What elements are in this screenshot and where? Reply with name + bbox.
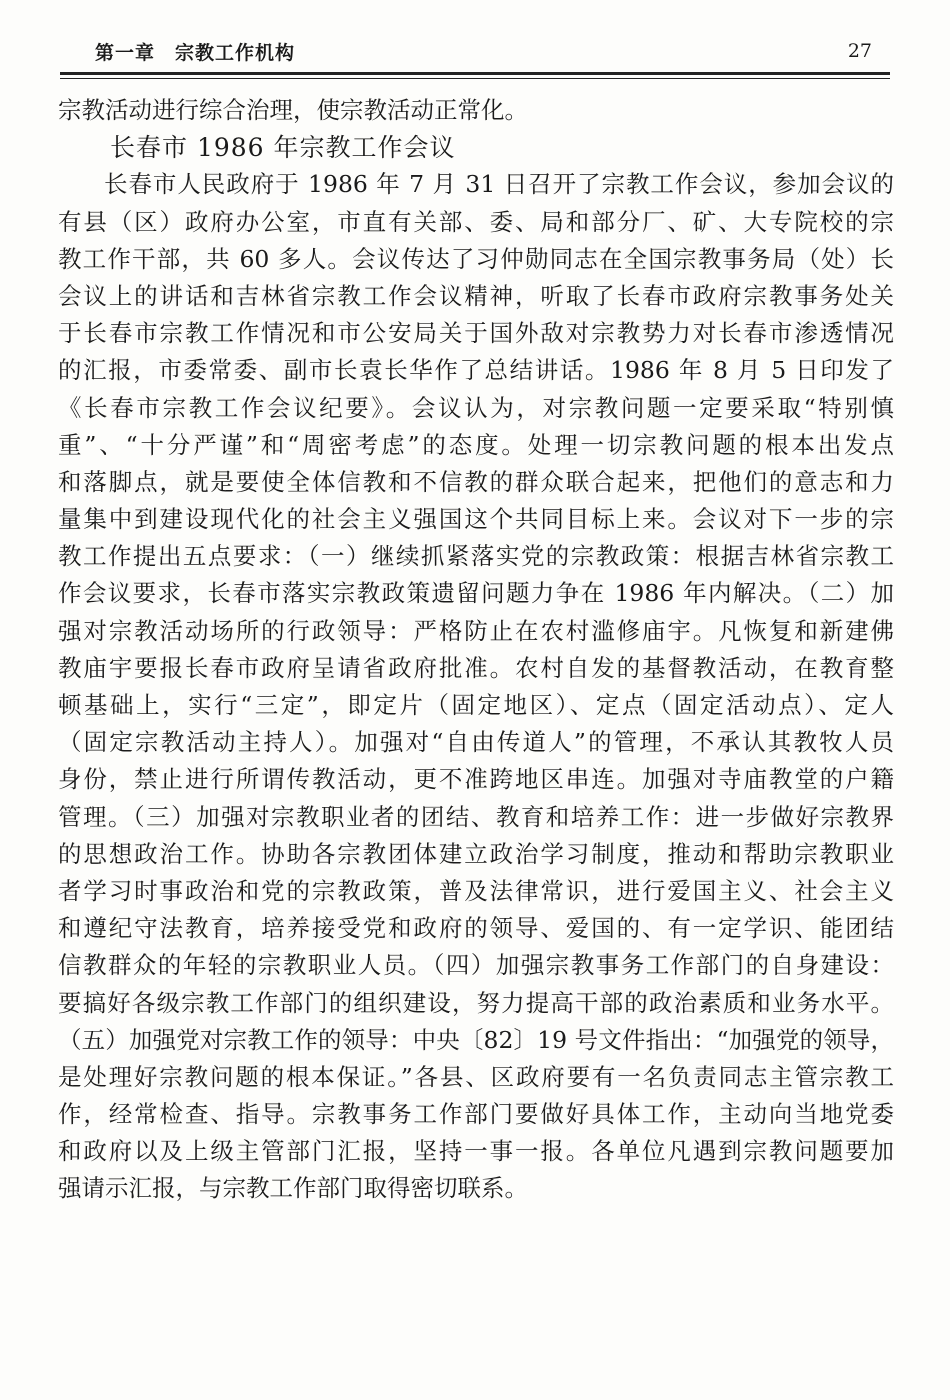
text-line: 长春市人民政府于 1986 年 7 月 31 日召开了宗教工作会议，参加会议的 xyxy=(104,170,894,199)
text-line: 强对宗教活动场所的行政领导：严格防止在农村滥修庙宇。凡恢复和新建佛 xyxy=(58,616,894,645)
text-line: 《长春市宗教工作会议纪要》。会议认为，对宗教问题一定要采取“特别慎 xyxy=(58,393,894,422)
text-line: 教工作干部，共 60 多人。会议传达了习仲勋同志在全国宗教事务局（处）长 xyxy=(58,244,894,273)
text-line: 和政府以及上级主管部门汇报，坚持一事一报。各单位凡遇到宗教问题要加 xyxy=(58,1137,894,1166)
text-line: （五）加强党对宗教工作的领导：中央〔82〕19 号文件指出：“加强党的领导， xyxy=(58,1025,894,1054)
text-line: 作会议要求，长春市落实宗教政策遗留问题力争在 1986 年内解决。（二）加 xyxy=(58,579,894,608)
text-line: 重”、“十分严谨”和“周密考虑”的态度。处理一切宗教问题的根本出发点 xyxy=(58,430,894,459)
running-header xyxy=(60,30,890,70)
text-line: 管理。（三）加强对宗教职业者的团结、教育和培养工作：进一步做好宗教界 xyxy=(58,802,894,831)
text-line: 教工作提出五点要求：（一）继续抓紧落实党的宗教政策：根据吉林省宗教工 xyxy=(58,542,894,571)
text-line: 的汇报，市委常委、副市长袁长华作了总结讲话。1986 年 8 月 5 日印发了 xyxy=(58,356,894,385)
body-text xyxy=(58,92,894,1208)
text-line: 于长春市宗教工作情况和市公安局关于国外敌对宗教势力对长春市渗透情况 xyxy=(58,319,894,348)
text-line: 和遵纪守法教育，培养接受党和政府的领导、爱国的、有一定学识、能团结 xyxy=(58,914,894,943)
header-rule-thick xyxy=(60,72,890,75)
text-line: 宗教活动进行综合治理，使宗教活动正常化。 xyxy=(58,96,528,124)
text-line: 和落脚点，就是要使全体信教和不信教的群众联合起来，把他们的意志和力 xyxy=(58,467,894,496)
text-line: 强请示汇报，与宗教工作部门取得密切联系。 xyxy=(58,1174,528,1203)
text-line: 是处理好宗教问题的根本保证。”各县、区政府要有一名负责同志主管宗教工 xyxy=(58,1062,894,1091)
text-line: 的思想政治工作。协助各宗教团体建立政治学习制度，推动和帮助宗教职业 xyxy=(58,839,894,868)
text-line: 教庙宇要报长春市政府呈请省政府批准。农村自发的基督教活动，在教育整 xyxy=(58,653,894,682)
text-line: 会议上的讲话和吉林省宗教工作会议精神，听取了长春市政府宗教事务处关 xyxy=(58,281,894,310)
page-number: 27 xyxy=(847,40,872,62)
text-line: 要搞好各级宗教工作部门的组织建设，努力提高干部的政治素质和业务水平。 xyxy=(58,988,894,1017)
text-line: 量集中到建设现代化的社会主义强国这个共同目标上来。会议对下一步的宗 xyxy=(58,505,894,534)
chapter-title: 第一章 宗教工作机构 xyxy=(95,42,296,64)
text-line: 顿基础上，实行“三定”，即定片（固定地区）、定点（固定活动点）、定人 xyxy=(58,691,894,719)
text-line: 信教群众的年轻的宗教职业人员。（四）加强宗教事务工作部门的自身建设： xyxy=(58,951,894,980)
text-line: 作，经常检查、指导。宗教事务工作部门要做好具体工作，主动向当地党委 xyxy=(58,1100,894,1129)
text-line: （固定宗教活动主持人）。加强对“自由传道人”的管理，不承认其教牧人员 xyxy=(58,728,894,757)
text-line: 者学习时事政治和党的宗教政策，普及法律常识，进行爱国主义、社会主义 xyxy=(58,876,894,905)
text-line: 身份，禁止进行所谓传教活动，更不准跨地区串连。加强对寺庙教堂的户籍 xyxy=(58,765,894,794)
section-heading: 长春市 1986 年宗教工作会议 xyxy=(110,133,456,163)
header-rule-thin xyxy=(60,78,890,79)
text-line: 有县（区）政府办公室，市直有关部、委、局和部分厂、矿、大专院校的宗 xyxy=(58,207,894,236)
